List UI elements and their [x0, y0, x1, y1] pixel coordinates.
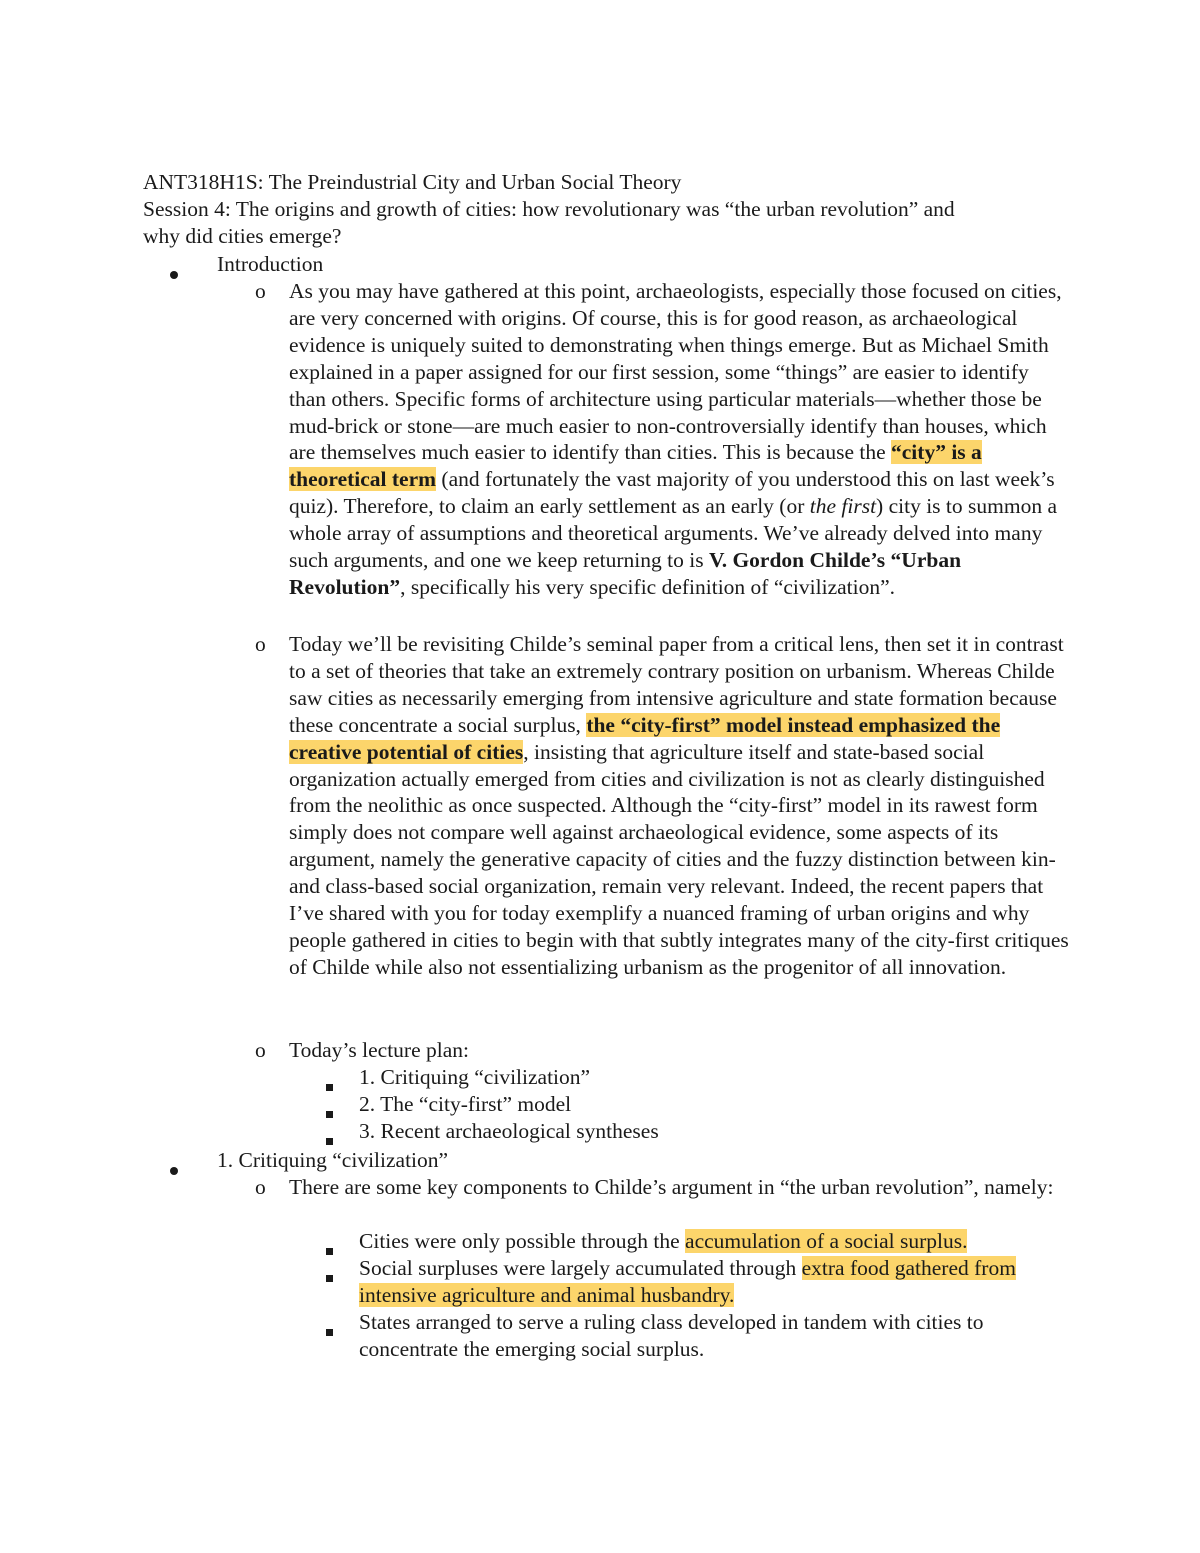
lecture-plan-item: 1. Critiquing “civilization” — [359, 1065, 591, 1089]
session-title-line2: why did cities emerge? — [143, 224, 342, 248]
sub-bullet-marker: o — [255, 632, 266, 656]
sub-bullet-marker: o — [255, 1175, 266, 1199]
critique-intro: There are some key components to Childe’s argument in “the urban revolution”, namely: — [289, 1175, 1054, 1199]
lecture-plan-item: 2. The “city-first” model — [359, 1092, 572, 1116]
square-bullet-icon — [326, 1098, 333, 1125]
bullet-introduction: Introduction — [217, 252, 324, 276]
critique-item: Cities were only possible through the accumulation of a social surplus. — [359, 1229, 968, 1253]
session-title-line1: Session 4: The origins and growth of cities: how revolutionary was “the urban revolution” and — [143, 197, 955, 221]
critique-item: States arranged to serve a ruling class developed in tandem with cities to concentrate the emerging social surplus. — [359, 1310, 984, 1361]
bullet-icon — [170, 1155, 178, 1182]
square-bullet-icon — [326, 1235, 333, 1262]
square-bullet-icon — [326, 1071, 333, 1098]
highlight-city-theoretical-term: “city” is a theoretical term — [289, 440, 982, 492]
intro-paragraph-1: As you may have gathered at this point, archaeologists, especially those focused on cities, are very concerned with origins. Of course, this is for good reason, as archaeological evidence is uniquely suited to demonstrating when things emerge. But as Michael Smith explained in a paper assigned for our first session, some “things” are easier to identify than others. Specific forms of architecture using particular materials—whether those be mud-brick or stone—are much easier to non-controversially identify than houses, which are themselves much easier to identify than cities. This is because the “city” is a theoretical term (and fortunately the vast majority of you understood this on last week’s quiz). Therefore, to claim an early settlement as an early (or the first) city is to summon a whole array of assumptions and theoretical arguments. We’ve already delved into many such arguments, and one we keep returning to is V. Gordon Childe’s “Urban Revolution”, specifically his very specific definition of “civilization”. — [289, 279, 1062, 599]
highlight-city-first-model: the “city-first” model instead emphasized the creative potential of cities — [289, 712, 1001, 764]
sub-bullet-marker: o — [255, 279, 266, 303]
intro-paragraph-2: Today we’ll be revisiting Childe’s seminal paper from a critical lens, then set it in contrast to a set of theories that take an extremely contrary position on urbanism. Whereas Childe saw cities as necessarily emerging from intensive agriculture and state formation because these concentrate a social surplus, the “city-first” model instead emphasized the creative potential of cities, insisting that agriculture itself and state-based social organization actually emerged from cities and civilization is not as clearly distinguished from the neolithic as once suspected. Although the “city-first” model in its rawest form simply does not compare well against archaeological evidence, some aspects of its argument, namely the generative capacity of cities and the fuzzy distinction between kin- and class-based social organization, remain very relevant. Indeed, the recent papers that I’ve shared with you for today exemplify a nuanced framing of urban origins and why people gathered in cities to begin with that subtly integrates many of the city-first critiques of Childe while also not essentializing urbanism as the progenitor of all innovation. — [289, 632, 1069, 979]
square-bullet-icon — [326, 1316, 333, 1343]
course-title: ANT318H1S: The Preindustrial City and Urban Social Theory — [143, 170, 682, 194]
highlight-intensive-agriculture: extra food gathered from intensive agriculture and animal husbandry. — [359, 1256, 1016, 1307]
lecture-plan-label: Today’s lecture plan: — [289, 1038, 469, 1062]
bullet-critiquing-civilization: 1. Critiquing “civilization” — [217, 1148, 449, 1172]
lecture-plan-item: 3. Recent archaeological syntheses — [359, 1119, 659, 1143]
sub-bullet-marker: o — [255, 1038, 266, 1062]
critique-item: Social surpluses were largely accumulated through extra food gathered from intensive agriculture and animal husbandry. — [359, 1256, 1016, 1307]
highlight-social-surplus: accumulation of a social surplus. — [685, 1229, 968, 1253]
bullet-icon — [170, 259, 178, 286]
square-bullet-icon — [326, 1262, 333, 1289]
